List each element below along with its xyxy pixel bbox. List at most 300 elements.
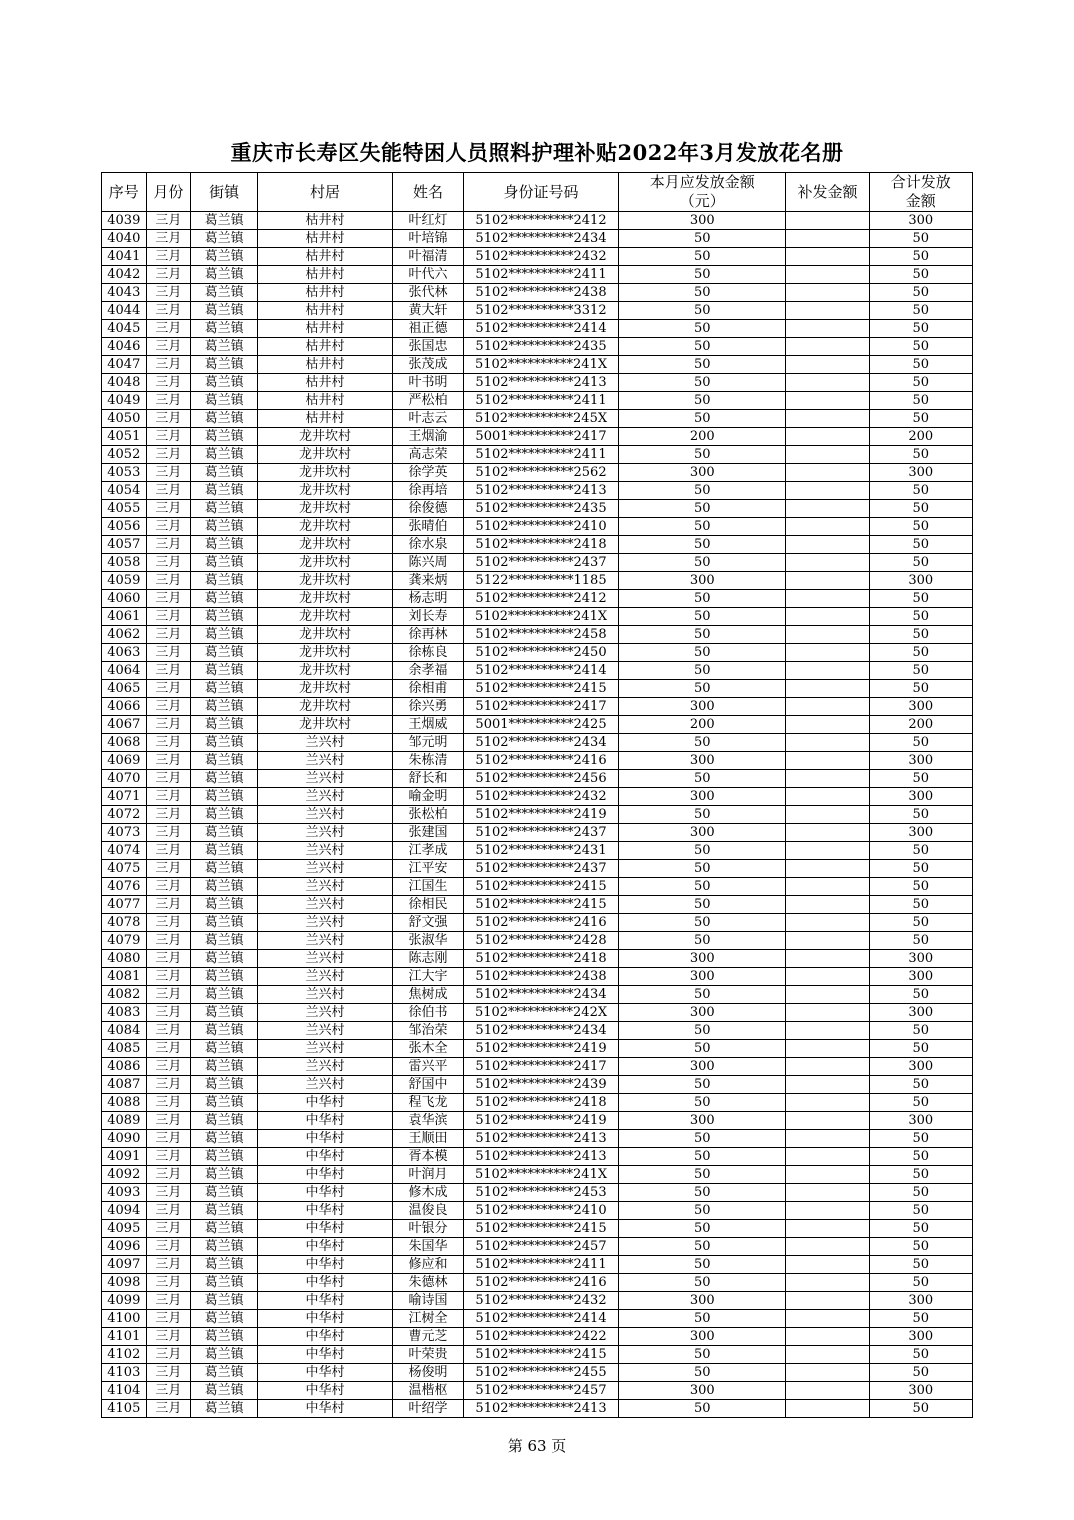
cell-seq: 4068 <box>102 734 147 752</box>
cell-month: 三月 <box>146 572 191 590</box>
cell-total: 50 <box>869 302 972 320</box>
table-row <box>102 950 973 968</box>
cell-village: 中华村 <box>258 1220 393 1238</box>
cell-amount-due: 50 <box>619 1022 786 1040</box>
cell-supplement <box>786 1022 869 1040</box>
cell-month: 三月 <box>146 1364 191 1382</box>
table-row <box>102 788 973 806</box>
cell-id-number: 5102**********2434 <box>463 986 618 1004</box>
cell-name: 徐兴勇 <box>392 698 463 716</box>
cell-town: 葛兰镇 <box>191 1058 258 1076</box>
cell-supplement <box>786 950 869 968</box>
cell-amount-due: 300 <box>619 572 786 590</box>
cell-seq: 4105 <box>102 1400 147 1418</box>
cell-name: 王烟渝 <box>392 428 463 446</box>
cell-village: 龙井坎村 <box>258 536 393 554</box>
cell-name: 江孝成 <box>392 842 463 860</box>
table-row <box>102 1184 973 1202</box>
cell-village: 龙井坎村 <box>258 590 393 608</box>
cell-total: 300 <box>869 1058 972 1076</box>
cell-supplement <box>786 464 869 482</box>
cell-seq: 4057 <box>102 536 147 554</box>
cell-amount-due: 200 <box>619 428 786 446</box>
cell-month: 三月 <box>146 392 191 410</box>
cell-name: 邹治荣 <box>392 1022 463 1040</box>
cell-village: 枯井村 <box>258 284 393 302</box>
cell-id-number: 5102**********241X <box>463 1166 618 1184</box>
cell-village: 龙井坎村 <box>258 500 393 518</box>
cell-month: 三月 <box>146 302 191 320</box>
cell-town: 葛兰镇 <box>191 1184 258 1202</box>
cell-id-number: 5102**********2419 <box>463 806 618 824</box>
cell-id-number: 5102**********2439 <box>463 1076 618 1094</box>
cell-month: 三月 <box>146 1256 191 1274</box>
cell-month: 三月 <box>146 1148 191 1166</box>
cell-month: 三月 <box>146 914 191 932</box>
cell-id-number: 5102**********2437 <box>463 824 618 842</box>
cell-town: 葛兰镇 <box>191 896 258 914</box>
cell-seq: 4071 <box>102 788 147 806</box>
cell-supplement <box>786 716 869 734</box>
cell-total: 50 <box>869 266 972 284</box>
cell-town: 葛兰镇 <box>191 1076 258 1094</box>
cell-supplement <box>786 1346 869 1364</box>
cell-village: 兰兴村 <box>258 914 393 932</box>
cell-amount-due: 50 <box>619 500 786 518</box>
cell-name: 陈志刚 <box>392 950 463 968</box>
cell-total: 50 <box>869 806 972 824</box>
cell-name: 张建国 <box>392 824 463 842</box>
table-row <box>102 1256 973 1274</box>
cell-amount-due: 50 <box>619 392 786 410</box>
cell-village: 兰兴村 <box>258 932 393 950</box>
table-row <box>102 320 973 338</box>
cell-name: 江平安 <box>392 860 463 878</box>
table-row <box>102 824 973 842</box>
cell-amount-due: 50 <box>619 266 786 284</box>
cell-name: 叶荣贵 <box>392 1346 463 1364</box>
cell-id-number: 5102**********2416 <box>463 752 618 770</box>
cell-supplement <box>786 608 869 626</box>
cell-amount-due: 50 <box>619 842 786 860</box>
cell-name: 黄大轩 <box>392 302 463 320</box>
cell-name: 张淑华 <box>392 932 463 950</box>
cell-town: 葛兰镇 <box>191 1004 258 1022</box>
cell-seq: 4097 <box>102 1256 147 1274</box>
table-row <box>102 1310 973 1328</box>
cell-month: 三月 <box>146 590 191 608</box>
table-row <box>102 1346 973 1364</box>
table-row <box>102 554 973 572</box>
cell-supplement <box>786 482 869 500</box>
roster-table <box>101 172 973 1418</box>
cell-id-number: 5102**********2413 <box>463 374 618 392</box>
cell-amount-due: 50 <box>619 1202 786 1220</box>
cell-seq: 4093 <box>102 1184 147 1202</box>
cell-name: 张茂成 <box>392 356 463 374</box>
cell-supplement <box>786 1112 869 1130</box>
cell-month: 三月 <box>146 518 191 536</box>
cell-supplement <box>786 500 869 518</box>
cell-total: 50 <box>869 554 972 572</box>
cell-month: 三月 <box>146 554 191 572</box>
table-row <box>102 1094 973 1112</box>
cell-seq: 4039 <box>102 212 147 230</box>
cell-total: 200 <box>869 428 972 446</box>
cell-total: 300 <box>869 1382 972 1400</box>
cell-month: 三月 <box>146 1130 191 1148</box>
cell-seq: 4085 <box>102 1040 147 1058</box>
cell-id-number: 5102**********2417 <box>463 1058 618 1076</box>
cell-id-number: 5102**********2416 <box>463 1274 618 1292</box>
cell-amount-due: 50 <box>619 1238 786 1256</box>
cell-town: 葛兰镇 <box>191 878 258 896</box>
table-row <box>102 968 973 986</box>
cell-supplement <box>786 698 869 716</box>
table-row <box>102 374 973 392</box>
cell-town: 葛兰镇 <box>191 410 258 428</box>
cell-amount-due: 50 <box>619 1400 786 1418</box>
cell-village: 中华村 <box>258 1112 393 1130</box>
cell-town: 葛兰镇 <box>191 1202 258 1220</box>
cell-village: 龙井坎村 <box>258 626 393 644</box>
cell-supplement <box>786 1130 869 1148</box>
cell-month: 三月 <box>146 752 191 770</box>
cell-id-number: 5122**********1185 <box>463 572 618 590</box>
cell-name: 江国生 <box>392 878 463 896</box>
cell-seq: 4046 <box>102 338 147 356</box>
cell-amount-due: 50 <box>619 518 786 536</box>
cell-month: 三月 <box>146 500 191 518</box>
cell-total: 300 <box>869 1004 972 1022</box>
cell-seq: 4086 <box>102 1058 147 1076</box>
cell-total: 50 <box>869 446 972 464</box>
cell-month: 三月 <box>146 842 191 860</box>
cell-amount-due: 300 <box>619 752 786 770</box>
table-row <box>102 1238 973 1256</box>
cell-id-number: 5102**********2434 <box>463 734 618 752</box>
cell-name: 程飞龙 <box>392 1094 463 1112</box>
cell-seq: 4075 <box>102 860 147 878</box>
table-row <box>102 608 973 626</box>
cell-village: 龙井坎村 <box>258 446 393 464</box>
cell-town: 葛兰镇 <box>191 482 258 500</box>
cell-id-number: 5102**********2562 <box>463 464 618 482</box>
table-row <box>102 680 973 698</box>
cell-name: 修应和 <box>392 1256 463 1274</box>
cell-town: 葛兰镇 <box>191 572 258 590</box>
cell-month: 三月 <box>146 716 191 734</box>
cell-id-number: 5102**********241X <box>463 608 618 626</box>
table-row <box>102 860 973 878</box>
cell-amount-due: 50 <box>619 410 786 428</box>
cell-month: 三月 <box>146 1382 191 1400</box>
cell-month: 三月 <box>146 356 191 374</box>
cell-total: 50 <box>869 590 972 608</box>
cell-name: 徐伯书 <box>392 1004 463 1022</box>
cell-total: 50 <box>869 392 972 410</box>
cell-total: 50 <box>869 500 972 518</box>
cell-name: 徐相甫 <box>392 680 463 698</box>
cell-id-number: 5102**********2416 <box>463 914 618 932</box>
cell-id-number: 5102**********2415 <box>463 878 618 896</box>
cell-town: 葛兰镇 <box>191 968 258 986</box>
cell-village: 龙井坎村 <box>258 698 393 716</box>
cell-id-number: 5102**********2413 <box>463 1148 618 1166</box>
cell-month: 三月 <box>146 536 191 554</box>
cell-month: 三月 <box>146 1040 191 1058</box>
table-row <box>102 986 973 1004</box>
cell-amount-due: 50 <box>619 302 786 320</box>
cell-total: 300 <box>869 464 972 482</box>
cell-town: 葛兰镇 <box>191 1256 258 1274</box>
cell-amount-due: 50 <box>619 1040 786 1058</box>
cell-amount-due: 50 <box>619 320 786 338</box>
header-total-line1: 合计发放 <box>890 173 951 191</box>
cell-village: 兰兴村 <box>258 824 393 842</box>
cell-town: 葛兰镇 <box>191 662 258 680</box>
cell-total: 50 <box>869 644 972 662</box>
cell-month: 三月 <box>146 248 191 266</box>
cell-name: 张国忠 <box>392 338 463 356</box>
cell-name: 袁华滨 <box>392 1112 463 1130</box>
cell-total: 50 <box>869 1238 972 1256</box>
cell-name: 舒国中 <box>392 1076 463 1094</box>
cell-village: 兰兴村 <box>258 968 393 986</box>
cell-id-number: 5001**********2417 <box>463 428 618 446</box>
cell-seq: 4065 <box>102 680 147 698</box>
cell-amount-due: 300 <box>619 212 786 230</box>
cell-id-number: 5102**********2455 <box>463 1364 618 1382</box>
cell-village: 枯井村 <box>258 374 393 392</box>
cell-total: 50 <box>869 1076 972 1094</box>
cell-village: 兰兴村 <box>258 896 393 914</box>
header-total-line2: 金额 <box>905 192 936 210</box>
cell-total: 50 <box>869 320 972 338</box>
cell-id-number: 5102**********2418 <box>463 950 618 968</box>
table-row <box>102 662 973 680</box>
table-row <box>102 212 973 230</box>
cell-town: 葛兰镇 <box>191 680 258 698</box>
cell-month: 三月 <box>146 932 191 950</box>
cell-id-number: 5102**********2418 <box>463 1094 618 1112</box>
cell-village: 龙井坎村 <box>258 644 393 662</box>
cell-name: 刘长寿 <box>392 608 463 626</box>
cell-town: 葛兰镇 <box>191 1274 258 1292</box>
cell-name: 修木成 <box>392 1184 463 1202</box>
cell-town: 葛兰镇 <box>191 464 258 482</box>
cell-total: 300 <box>869 212 972 230</box>
cell-name: 叶绍学 <box>392 1400 463 1418</box>
cell-seq: 4078 <box>102 914 147 932</box>
cell-town: 葛兰镇 <box>191 644 258 662</box>
cell-month: 三月 <box>146 338 191 356</box>
cell-id-number: 5102**********2458 <box>463 626 618 644</box>
cell-town: 葛兰镇 <box>191 212 258 230</box>
cell-town: 葛兰镇 <box>191 284 258 302</box>
cell-seq: 4044 <box>102 302 147 320</box>
cell-total: 50 <box>869 1148 972 1166</box>
cell-amount-due: 50 <box>619 878 786 896</box>
cell-village: 中华村 <box>258 1238 393 1256</box>
cell-total: 50 <box>869 1346 972 1364</box>
cell-id-number: 5102**********245X <box>463 410 618 428</box>
table-row <box>102 1130 973 1148</box>
cell-month: 三月 <box>146 860 191 878</box>
cell-seq: 4082 <box>102 986 147 1004</box>
cell-seq: 4100 <box>102 1310 147 1328</box>
cell-amount-due: 50 <box>619 1274 786 1292</box>
cell-supplement <box>786 212 869 230</box>
cell-id-number: 5102**********2411 <box>463 392 618 410</box>
table-row <box>102 1076 973 1094</box>
cell-village: 兰兴村 <box>258 770 393 788</box>
cell-village: 枯井村 <box>258 356 393 374</box>
table-row <box>102 392 973 410</box>
cell-total: 50 <box>869 1220 972 1238</box>
cell-name: 曹元芝 <box>392 1328 463 1346</box>
cell-id-number: 5102**********2412 <box>463 212 618 230</box>
cell-supplement <box>786 1328 869 1346</box>
cell-month: 三月 <box>146 266 191 284</box>
cell-id-number: 5102**********2457 <box>463 1382 618 1400</box>
cell-seq: 4081 <box>102 968 147 986</box>
cell-id-number: 5102**********2419 <box>463 1040 618 1058</box>
cell-amount-due: 50 <box>619 986 786 1004</box>
cell-total: 50 <box>869 1022 972 1040</box>
cell-name: 朱德林 <box>392 1274 463 1292</box>
cell-seq: 4087 <box>102 1076 147 1094</box>
table-row <box>102 572 973 590</box>
table-row <box>102 248 973 266</box>
table-row <box>102 1364 973 1382</box>
cell-amount-due: 50 <box>619 284 786 302</box>
cell-id-number: 5102**********2437 <box>463 554 618 572</box>
cell-id-number: 5102**********2456 <box>463 770 618 788</box>
cell-month: 三月 <box>146 1328 191 1346</box>
cell-total: 300 <box>869 1292 972 1310</box>
cell-month: 三月 <box>146 1094 191 1112</box>
header-row <box>102 173 973 212</box>
cell-amount-due: 50 <box>619 1184 786 1202</box>
cell-name: 温俊良 <box>392 1202 463 1220</box>
cell-amount-due: 50 <box>619 734 786 752</box>
table-row <box>102 626 973 644</box>
cell-name: 张晴伯 <box>392 518 463 536</box>
cell-id-number: 5102**********2432 <box>463 788 618 806</box>
cell-seq: 4090 <box>102 1130 147 1148</box>
cell-village: 枯井村 <box>258 266 393 284</box>
cell-seq: 4056 <box>102 518 147 536</box>
header-name: 姓名 <box>392 173 463 212</box>
table-row <box>102 356 973 374</box>
cell-town: 葛兰镇 <box>191 932 258 950</box>
cell-village: 龙井坎村 <box>258 572 393 590</box>
cell-town: 葛兰镇 <box>191 518 258 536</box>
cell-amount-due: 50 <box>619 1220 786 1238</box>
cell-month: 三月 <box>146 428 191 446</box>
cell-supplement <box>786 1310 869 1328</box>
cell-total: 50 <box>869 1310 972 1328</box>
cell-id-number: 5102**********2414 <box>463 662 618 680</box>
cell-supplement <box>786 878 869 896</box>
cell-name: 徐再培 <box>392 482 463 500</box>
cell-total: 300 <box>869 968 972 986</box>
cell-total: 50 <box>869 1184 972 1202</box>
cell-seq: 4060 <box>102 590 147 608</box>
cell-supplement <box>786 518 869 536</box>
cell-month: 三月 <box>146 824 191 842</box>
cell-amount-due: 50 <box>619 860 786 878</box>
cell-seq: 4076 <box>102 878 147 896</box>
cell-supplement <box>786 572 869 590</box>
document-title: 重庆市长寿区失能特困人员照料护理补贴2022年3月发放花名册 <box>230 140 844 165</box>
cell-supplement <box>786 986 869 1004</box>
cell-supplement <box>786 284 869 302</box>
cell-seq: 4055 <box>102 500 147 518</box>
cell-month: 三月 <box>146 878 191 896</box>
cell-seq: 4099 <box>102 1292 147 1310</box>
cell-town: 葛兰镇 <box>191 1292 258 1310</box>
cell-name: 徐栋良 <box>392 644 463 662</box>
cell-month: 三月 <box>146 986 191 1004</box>
cell-town: 葛兰镇 <box>191 824 258 842</box>
cell-id-number: 5102**********2428 <box>463 932 618 950</box>
cell-town: 葛兰镇 <box>191 1130 258 1148</box>
cell-name: 温楷枢 <box>392 1382 463 1400</box>
cell-seq: 4053 <box>102 464 147 482</box>
cell-seq: 4095 <box>102 1220 147 1238</box>
cell-total: 50 <box>869 536 972 554</box>
table-row <box>102 734 973 752</box>
cell-town: 葛兰镇 <box>191 1328 258 1346</box>
cell-name: 余孝福 <box>392 662 463 680</box>
cell-amount-due: 50 <box>619 338 786 356</box>
cell-id-number: 5102**********2450 <box>463 644 618 662</box>
cell-month: 三月 <box>146 788 191 806</box>
cell-name: 舒文强 <box>392 914 463 932</box>
cell-supplement <box>786 1202 869 1220</box>
cell-supplement <box>786 770 869 788</box>
cell-id-number: 5102**********2412 <box>463 590 618 608</box>
table-row <box>102 770 973 788</box>
table-row <box>102 1058 973 1076</box>
cell-name: 朱国华 <box>392 1238 463 1256</box>
table-row <box>102 1004 973 1022</box>
cell-supplement <box>786 554 869 572</box>
cell-month: 三月 <box>146 1022 191 1040</box>
cell-town: 葛兰镇 <box>191 608 258 626</box>
cell-total: 50 <box>869 374 972 392</box>
cell-town: 葛兰镇 <box>191 626 258 644</box>
cell-seq: 4079 <box>102 932 147 950</box>
cell-seq: 4063 <box>102 644 147 662</box>
table-row <box>102 932 973 950</box>
cell-village: 中华村 <box>258 1148 393 1166</box>
cell-village: 兰兴村 <box>258 842 393 860</box>
cell-seq: 4047 <box>102 356 147 374</box>
cell-name: 江树全 <box>392 1310 463 1328</box>
header-id-number: 身份证号码 <box>463 173 618 212</box>
cell-total: 300 <box>869 1112 972 1130</box>
table-body <box>102 212 973 1418</box>
cell-village: 枯井村 <box>258 230 393 248</box>
cell-amount-due: 50 <box>619 446 786 464</box>
cell-village: 中华村 <box>258 1346 393 1364</box>
cell-name: 张木全 <box>392 1040 463 1058</box>
cell-id-number: 5102**********2411 <box>463 446 618 464</box>
cell-amount-due: 300 <box>619 1004 786 1022</box>
